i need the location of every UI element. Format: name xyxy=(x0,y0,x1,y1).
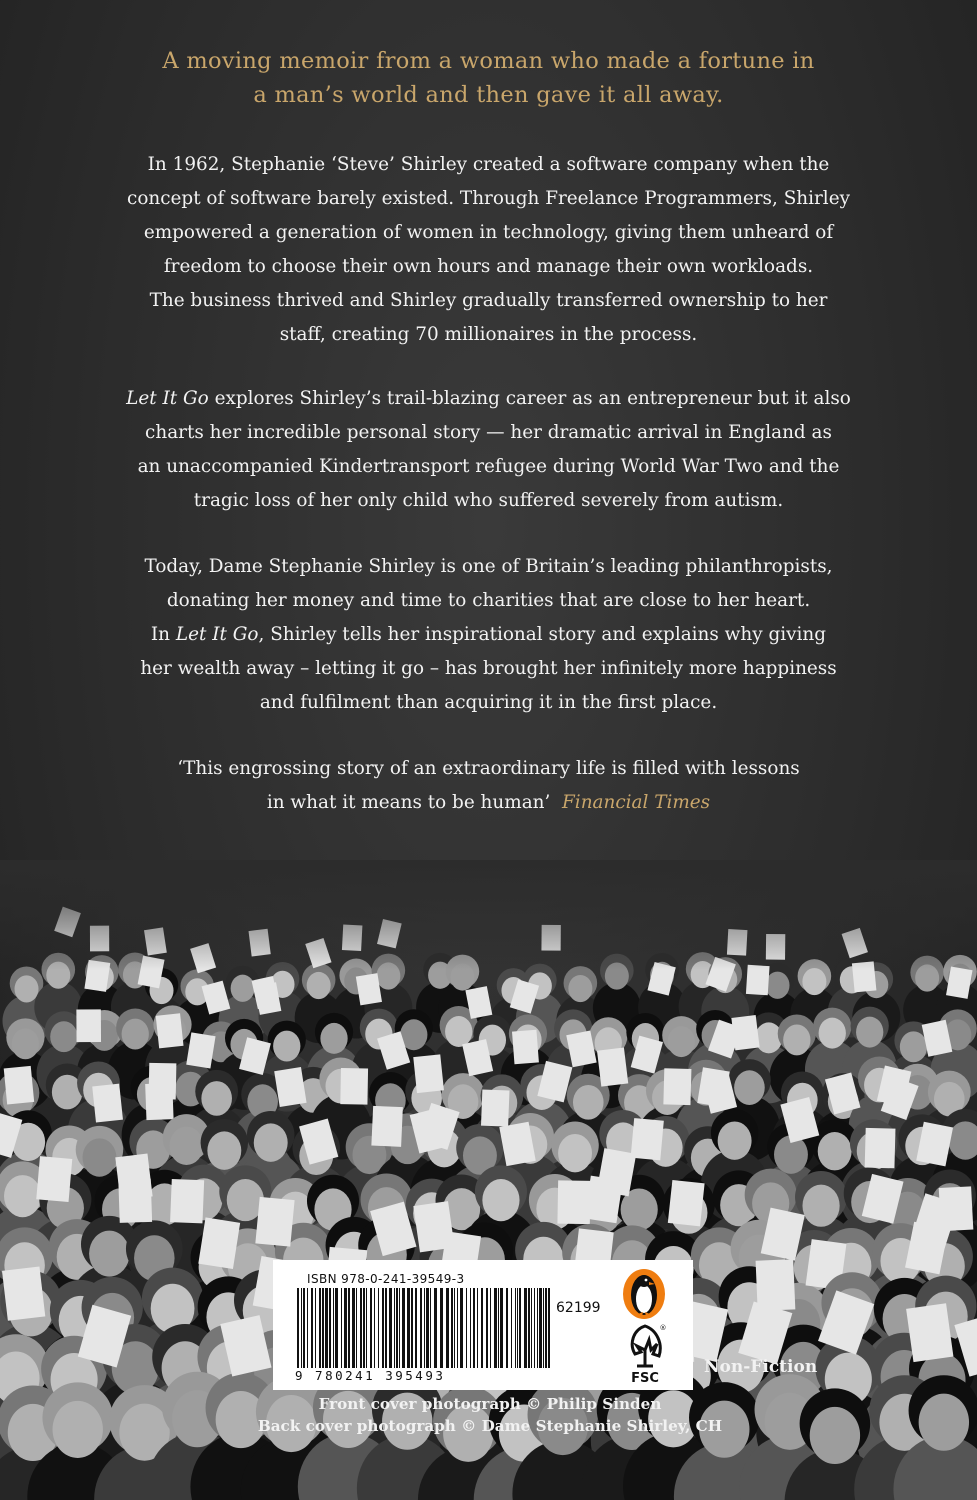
quote-line-1: ‘This engrossing story of an extraordinary life is filled with lessons xyxy=(177,758,800,779)
raised-paper xyxy=(356,973,382,1005)
barcode-bar xyxy=(515,1288,516,1368)
blurb-line: tragic loss of her only child who suffered severely from autism. xyxy=(193,490,784,511)
barcode-bar xyxy=(537,1288,538,1368)
book-title: Let It Go xyxy=(126,388,209,409)
blurb-line: her wealth away – letting it go – has brought her infinitely more happiness xyxy=(140,658,837,679)
review-quote xyxy=(60,752,917,820)
person-face xyxy=(900,1031,927,1062)
barcode-panel xyxy=(273,1260,693,1390)
barcode-digits: 9 780241 395493 xyxy=(295,1368,446,1383)
person-face xyxy=(668,1026,695,1057)
barcode-bar xyxy=(411,1288,413,1368)
raised-paper xyxy=(413,1054,444,1093)
blurb-line: In 1962, Stephanie ‘Steve’ Shirley created a software company when the xyxy=(147,154,830,175)
person-face xyxy=(802,1185,839,1227)
barcode-bars xyxy=(293,1288,558,1368)
raised-paper xyxy=(668,1180,705,1226)
barcode-bar xyxy=(457,1288,458,1368)
person-face xyxy=(919,1394,969,1451)
fsc-tree-icon xyxy=(623,1322,667,1386)
raised-paper xyxy=(170,1179,204,1223)
person-face xyxy=(254,1123,288,1161)
barcode-bar xyxy=(341,1288,342,1368)
blurb-paragraph-1 xyxy=(60,148,917,352)
category-label: Non-Fiction xyxy=(704,1357,818,1377)
blurb-line: concept of software barely existed. Through Freelance Programmers, Shirley xyxy=(127,188,850,209)
top-fade xyxy=(0,860,977,970)
raised-paper xyxy=(512,1030,539,1064)
person-face xyxy=(231,975,255,1002)
raised-paper xyxy=(756,1259,796,1311)
barcode-bar xyxy=(539,1288,542,1368)
barcode-bar xyxy=(307,1288,308,1368)
isbn-label: ISBN 978-0-241-39549-3 xyxy=(307,1272,465,1286)
barcode-bar xyxy=(311,1288,313,1368)
person-face xyxy=(734,1070,765,1105)
quote-source: Financial Times xyxy=(562,792,711,813)
tagline xyxy=(60,44,917,112)
blurb-line: empowered a generation of women in technology, giving them unheard of xyxy=(143,222,834,243)
blurb-line: and fulfilment than acquiring it in the first place. xyxy=(259,692,718,713)
blurb-text: In xyxy=(150,624,176,645)
person-face xyxy=(4,1175,41,1217)
barcode-bar xyxy=(454,1288,455,1368)
person-face xyxy=(82,1138,116,1176)
barcode-bar xyxy=(378,1288,379,1368)
raised-paper xyxy=(36,1156,72,1202)
raised-paper xyxy=(663,1068,691,1105)
raised-paper xyxy=(906,1303,953,1362)
barcode-bar xyxy=(524,1288,527,1368)
barcode-bar xyxy=(382,1288,384,1368)
barcode-bar xyxy=(301,1288,302,1368)
barcode-bar xyxy=(297,1288,299,1368)
barcode-bar xyxy=(506,1288,508,1368)
raised-paper xyxy=(2,1266,45,1320)
blurb-line: staff, creating 70 millionaires in the process. xyxy=(279,324,698,345)
barcode-bar xyxy=(370,1288,372,1368)
barcode-bar xyxy=(434,1288,437,1368)
barcode-bar xyxy=(498,1288,499,1368)
blurb-line: donating her money and time to charities that are close to her heart. xyxy=(166,590,811,611)
barcode-bar xyxy=(385,1288,387,1368)
blurb-line: Today, Dame Stephanie Shirley is one of Britain’s leading philanthropists, xyxy=(144,556,833,577)
front-cover-credit: Front cover photograph © Philip Sinden xyxy=(318,1395,662,1413)
barcode-bar xyxy=(322,1288,324,1368)
quote-line-2 xyxy=(60,786,917,820)
blurb-line: charts her incredible personal story — her dramatic arrival in England as xyxy=(145,422,832,443)
barcode-bar xyxy=(494,1288,497,1368)
barcode-bar xyxy=(534,1288,535,1368)
person-face xyxy=(718,1121,752,1159)
person-face xyxy=(15,975,39,1002)
raised-paper xyxy=(274,1067,306,1107)
barcode-bar xyxy=(446,1288,449,1368)
barcode-bar xyxy=(415,1288,417,1368)
barcode-bar xyxy=(329,1288,331,1368)
person-face xyxy=(856,1017,883,1048)
barcode-bar xyxy=(519,1288,521,1368)
barcode-bar xyxy=(466,1288,467,1368)
person-face xyxy=(810,1407,860,1464)
person-face xyxy=(445,1016,472,1047)
blurb-line: an unaccompanied Kindertransport refugee during World War Two and the xyxy=(137,456,840,477)
barcode-bar xyxy=(315,1288,316,1368)
barcode-bar xyxy=(399,1288,400,1368)
barcode-bar xyxy=(430,1288,431,1368)
barcode-bar xyxy=(303,1288,305,1368)
blurb-line xyxy=(60,382,917,416)
raised-paper xyxy=(4,1066,34,1105)
blurb-line xyxy=(60,618,917,652)
person-face xyxy=(169,1127,203,1165)
barcode-bar xyxy=(420,1288,422,1368)
barcode-bar xyxy=(486,1288,488,1368)
raised-paper xyxy=(156,1013,184,1048)
raised-paper xyxy=(731,1015,759,1050)
barcode-bar xyxy=(366,1288,367,1368)
barcode-bar xyxy=(531,1288,532,1368)
registered-mark: ® xyxy=(659,1324,667,1332)
barcode-bar xyxy=(407,1288,410,1368)
barcode-bar xyxy=(548,1288,550,1368)
barcode-bar xyxy=(356,1288,357,1368)
person-face xyxy=(201,1081,232,1116)
raised-paper xyxy=(255,1197,294,1247)
penguin-icon xyxy=(621,1268,667,1320)
back-cover-credit: Back cover photograph © Dame Stephanie Shirley, CH xyxy=(257,1417,723,1435)
raised-paper xyxy=(76,1009,101,1042)
raised-paper xyxy=(371,1106,403,1147)
person-face xyxy=(819,1018,846,1049)
person-face xyxy=(307,972,331,999)
blurb-paragraph-3 xyxy=(60,550,917,720)
person-face xyxy=(568,975,592,1002)
barcode-bar xyxy=(352,1288,355,1368)
barcode-bar xyxy=(424,1288,425,1368)
person-face xyxy=(818,1132,852,1170)
barcode-bar xyxy=(325,1288,328,1368)
person-face xyxy=(783,1024,810,1055)
raised-paper xyxy=(186,1032,215,1068)
barcode-bar xyxy=(545,1288,547,1368)
barcode-bar xyxy=(402,1288,405,1368)
person-face xyxy=(558,1134,592,1172)
person-face xyxy=(273,1031,300,1062)
blurb-line: The business thrived and Shirley gradually transferred ownership to her xyxy=(149,290,828,311)
barcode-bar xyxy=(477,1288,478,1368)
person-face xyxy=(573,1085,604,1120)
person-face xyxy=(207,1131,241,1169)
raised-paper xyxy=(481,1089,509,1126)
person-face xyxy=(320,1023,347,1054)
raised-paper xyxy=(865,1128,896,1168)
barcode-bar xyxy=(460,1288,463,1368)
raised-paper xyxy=(149,1063,177,1100)
blurb-text: , Shirley tells her inspirational story and explains why giving xyxy=(258,624,827,645)
raised-paper xyxy=(597,1048,628,1087)
blurb-paragraph-2 xyxy=(60,382,917,518)
barcode-bar xyxy=(517,1288,518,1368)
barcode-bar xyxy=(394,1288,395,1368)
barcode-bar xyxy=(470,1288,471,1368)
barcode-bar xyxy=(319,1288,321,1368)
raised-paper xyxy=(92,1084,123,1123)
tagline-line-2: a man’s world and then gave it all away. xyxy=(253,82,724,108)
raised-paper xyxy=(584,1176,622,1224)
person-face xyxy=(482,1179,519,1221)
raised-paper xyxy=(198,1217,240,1269)
price-code: 62199 xyxy=(556,1300,601,1316)
person-face xyxy=(50,1021,77,1052)
blurb-line: freedom to choose their own hours and manage their own workloads. xyxy=(163,256,814,277)
barcode-bar xyxy=(374,1288,375,1368)
barcode-bar xyxy=(543,1288,544,1368)
barcode-bar xyxy=(481,1288,483,1368)
barcode-bar xyxy=(389,1288,392,1368)
barcode-bar xyxy=(511,1288,512,1368)
barcode-bar xyxy=(451,1288,453,1368)
person-face xyxy=(122,1019,149,1050)
barcode-bar xyxy=(363,1288,365,1368)
barcode-bar xyxy=(344,1288,347,1368)
quote-text: in what it means to be human’ xyxy=(266,792,551,813)
person-face xyxy=(802,968,826,995)
tagline-line-1: A moving memoir from a woman who made a fortune in xyxy=(162,48,815,74)
barcode-bar xyxy=(440,1288,443,1368)
raised-paper xyxy=(118,1179,152,1223)
person-face xyxy=(12,1028,39,1059)
barcode-bar xyxy=(348,1288,350,1368)
fsc-label: FSC xyxy=(631,1371,659,1386)
book-title: Let It Go xyxy=(175,624,259,645)
barcode-bar xyxy=(473,1288,475,1368)
barcode-bar xyxy=(396,1288,398,1368)
barcode-bar xyxy=(490,1288,491,1368)
person-face xyxy=(766,972,790,999)
barcode-bar xyxy=(528,1288,530,1368)
barcode-bar xyxy=(500,1288,503,1368)
person-face xyxy=(89,1231,129,1277)
barcode-bar xyxy=(335,1288,338,1368)
person-face xyxy=(53,1401,103,1458)
blurb-text: explores Shirley’s trail-blazing career as an entrepreneur but it also xyxy=(208,388,851,409)
barcode-bar xyxy=(360,1288,362,1368)
barcode-bar xyxy=(333,1288,334,1368)
raised-paper xyxy=(340,1068,368,1105)
photo-credits xyxy=(230,1393,750,1437)
barcode-bar xyxy=(426,1288,429,1368)
